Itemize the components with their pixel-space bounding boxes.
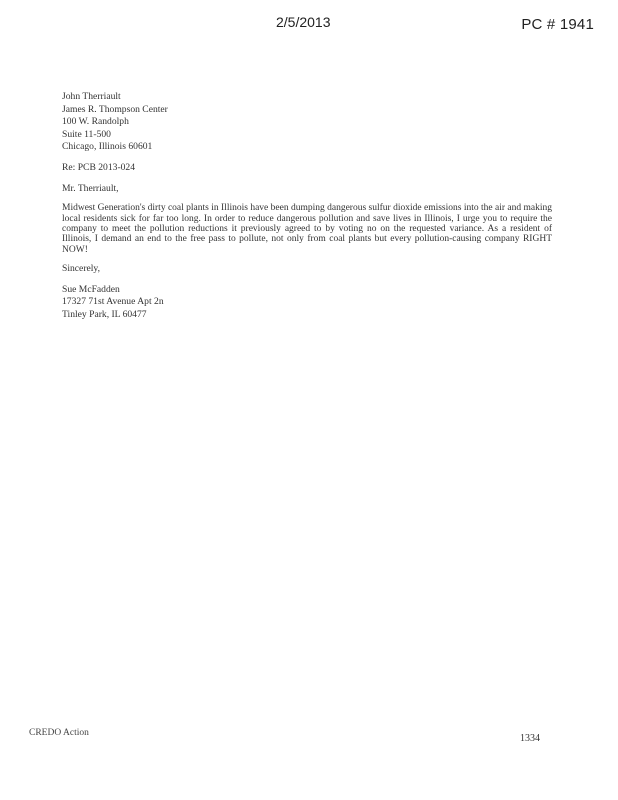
recipient-city: Chicago, Illinois 60601: [62, 141, 153, 153]
recipient-street: 100 W. Randolph: [62, 116, 129, 128]
closing: Sincerely,: [62, 263, 101, 275]
recipient-building: James R. Thompson Center: [62, 103, 168, 115]
letter: [62, 91, 552, 322]
recipient-suite: Suite 11-500: [62, 128, 111, 140]
recipient-address: [62, 91, 552, 154]
pc-number: PC # 1941: [521, 16, 594, 33]
reference-line: Re: PCB 2013-024: [62, 161, 136, 173]
sender-city: Tinley Park, IL 60477: [62, 308, 147, 320]
sender-street: 17327 71st Avenue Apt 2n: [62, 296, 164, 308]
header-date: 2/5/2013: [276, 14, 331, 30]
recipient-name: John Therriault: [62, 91, 121, 102]
sender-name: Sue McFadden: [62, 283, 120, 295]
salutation: Mr. Therriault,: [62, 182, 119, 194]
sender-address: [62, 284, 552, 322]
footer-organization: CREDO Action: [29, 728, 89, 738]
letter-body: Midwest Generation's dirty coal plants in Illinois have been dumping dangerous sulfur dioxide emissions into the air and making local residents sick for far too long. In order to reduce dangerous pollution and save lives in Illinois, I urge you to require the company to meet the pollution reductions it previously agreed to by voting no on the requested variance. As a resident of Illinois, I demand an end to the free pass to pollute, not only from coal plants but every pollution-causing company RIGHT NOW!: [62, 203, 552, 255]
page-number: 1334: [520, 733, 540, 744]
